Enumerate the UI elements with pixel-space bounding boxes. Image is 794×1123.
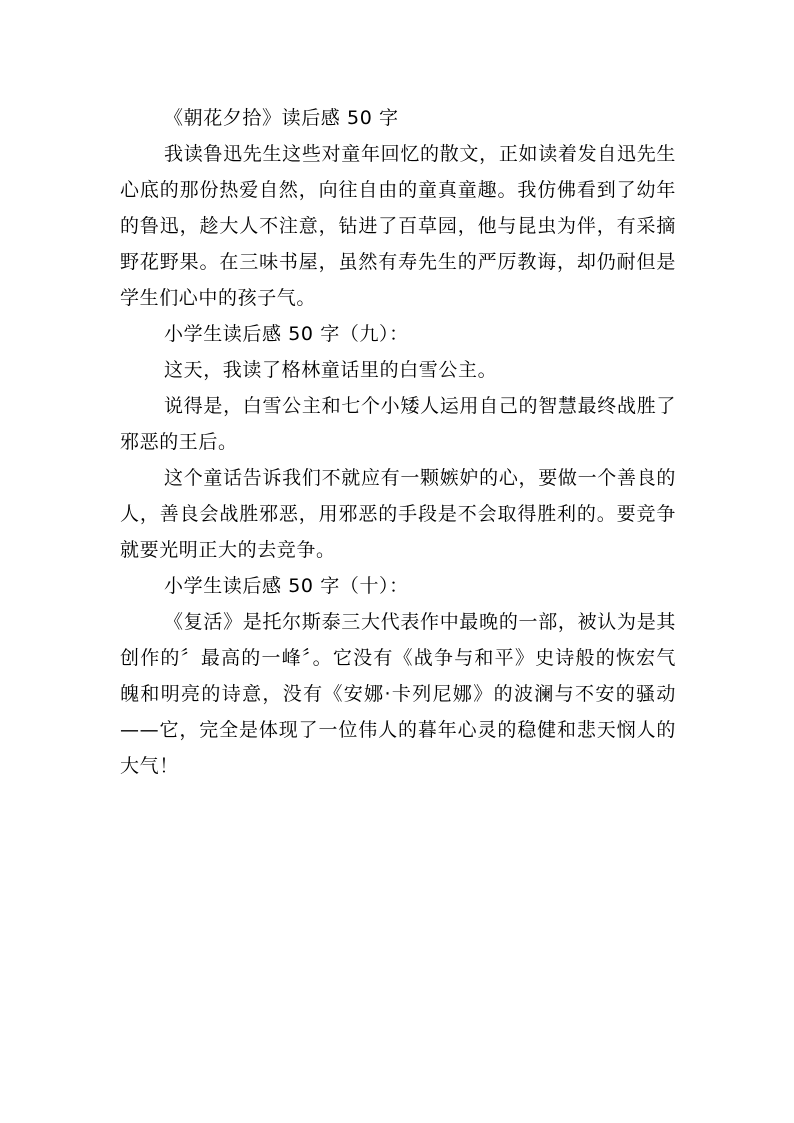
paragraph-resurrection-review: 《复活》是托尔斯泰三大代表作中最晚的一部，被认为是其创作的〞最高的一峰〞。它没有《战争与和平》史诗般的恢宏气魄和明亮的诗意，没有《安娜·卡列尼娜》的波澜与不安的骚动——它，完全是体现了一位伟人的暮年心灵的稳健和悲天悯人的大气！ <box>120 611 676 777</box>
paragraph-snow-white-intro: 这天，我读了格林童话里的白雪公主。 <box>164 359 498 381</box>
document-body <box>120 100 676 784</box>
paragraph-snow-white-moral: 这个童话告诉我们不就应有一颗嫉妒的心，要做一个善良的人，善良会战胜邪恶，用邪恶的手段是不会取得胜利的。要竞争就要光明正大的去竞争。 <box>120 467 676 561</box>
paragraph-snow-white-story: 说得是，白雪公主和七个小矮人运用自己的智慧最终战胜了邪恶的王后。 <box>120 395 676 453</box>
section-heading-nine: 小学生读后感 50 字（九）： <box>164 323 409 345</box>
paragraph-zhaohua-review: 我读鲁迅先生这些对童年回忆的散文，正如读着发自迅先生心底的那份热爱自然，向往自由的童真童趣。我仿佛看到了幼年的鲁迅，趁大人不注意，钻进了百草园，他与昆虫为伴，有采摘野花野果。在三味书屋，虽然有寿先生的严厉教诲，却仍耐但是学生们心中的孩子气。 <box>120 143 676 309</box>
section-heading-ten: 小学生读后感 50 字（十）： <box>164 575 409 597</box>
essay-title: 《朝花夕拾》读后感 50 字 <box>164 107 399 129</box>
